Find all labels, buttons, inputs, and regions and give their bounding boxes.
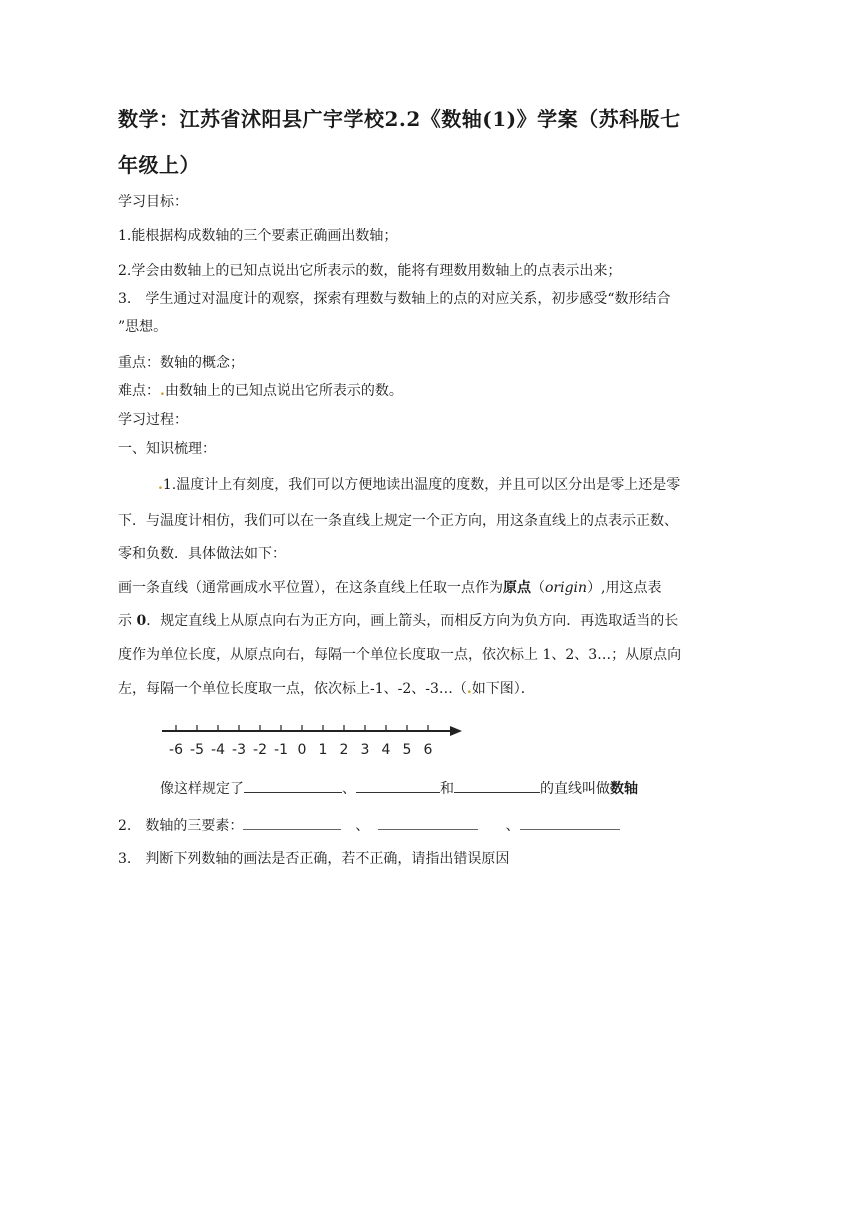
number-line-term: 数轴 [610, 781, 638, 797]
dot-mark: . [466, 681, 472, 697]
dot-mark: . [160, 383, 165, 399]
paragraph-1-line-2: 下．与温度计相仿，我们可以在一条直线上规定一个正方向，用这条直线上的点表示正数、 [118, 513, 678, 529]
tick-label-group [169, 742, 433, 758]
text-run: 2. 数轴的三要素： [118, 818, 244, 834]
paragraph-2-line-4 [118, 679, 535, 699]
tick-label: -6 [169, 742, 183, 758]
tick-label: 6 [423, 742, 433, 758]
answer-blank-1[interactable] [244, 777, 342, 793]
paragraph-1-line-1 [158, 475, 680, 495]
tick-label: 4 [381, 742, 391, 758]
question-3: 3. 判断下列数轴的画法是否正确，若不正确，请指出错误原因 [118, 851, 510, 867]
difficulty-point [118, 381, 403, 401]
tick-label: 5 [402, 742, 412, 758]
element-blank-3[interactable] [520, 815, 620, 830]
objective-3-line-1: 3. 学生通过对温度计的观察，探索有理数与数轴上的点的对应关系，初步感受“数形结合 [118, 291, 671, 307]
dot-mark: . [158, 477, 163, 493]
focus-point: 重点：数轴的概念； [118, 355, 244, 371]
element-blank-1[interactable] [243, 815, 341, 830]
objective-2: 2.学会由数轴上的已知点说出它所表示的数，能将有理数用数轴上的点表示出来； [118, 263, 622, 279]
number-line-figure [158, 716, 468, 764]
title-line-2: 年级上） [118, 153, 200, 177]
text-run: 、 [342, 781, 356, 797]
text-run: 和 [440, 781, 454, 797]
text-run: 、 [341, 818, 370, 834]
tick-label: -2 [253, 742, 267, 758]
answer-blank-3[interactable] [454, 777, 540, 793]
zero-term: 0 [136, 613, 147, 629]
text-run: （ [531, 580, 545, 596]
text-run: 示 [118, 613, 137, 629]
text-run: ．规定直线上从原点向右为正方向，画上箭头，而相反方向为负方向．再选取适当的长 [146, 613, 679, 629]
tick-label: -3 [232, 742, 246, 758]
difficulty-label: 难点： [118, 383, 160, 399]
axis-arrow [450, 726, 462, 736]
element-blank-2[interactable] [378, 815, 478, 830]
question-2 [118, 815, 620, 836]
text-run: 像这样规定了 [160, 781, 244, 797]
objectives-heading: 学习目标： [118, 194, 188, 210]
text-run: 左，每隔一个单位长度取一点，依次标上-1、-2、-3…（ [118, 681, 467, 697]
objective-1: 1.能根据构成数轴的三个要素正确画出数轴； [118, 228, 398, 244]
paragraph-1-text: 1.温度计上有刻度，我们可以方便地读出温度的度数，并且可以区分出是零上还是零 [162, 477, 681, 493]
text-run: ）,用这点表 [587, 580, 662, 596]
tick-label: -4 [211, 742, 225, 758]
paragraph-1-line-3: 零和负数．具体做法如下： [118, 546, 286, 562]
tick-label: 3 [360, 742, 370, 758]
tick-label: 2 [339, 742, 349, 758]
text-run: 、 [491, 818, 520, 834]
text-run: 的直线叫做 [540, 781, 610, 797]
objective-3-line-2: ”思想。 [118, 319, 168, 335]
text-run: 如下图）． [471, 681, 535, 697]
paragraph-2-line-2 [118, 611, 678, 631]
paragraph-2-line-1 [118, 578, 662, 598]
origin-english: origin [545, 580, 588, 596]
section-1-heading: 一、知识梳理： [118, 441, 216, 457]
title-line-1: 数学：江苏省沭阳县广宇学校2.2《数轴(1)》学案（苏科版七 [118, 107, 681, 131]
paragraph-2-line-3: 度作为单位长度，从原点向右，每隔一个单位长度取一点，依次标上 1、2、3…；从原点向 [118, 647, 682, 663]
origin-term: 原点 [503, 580, 531, 596]
process-heading: 学习过程： [118, 412, 188, 428]
tick-label: -1 [274, 742, 288, 758]
fill-blank-line-1 [160, 777, 638, 799]
page-title [118, 96, 738, 188]
difficulty-text: 由数轴上的已知点说出它所表示的数。 [164, 383, 403, 399]
tick-label: -5 [190, 742, 204, 758]
tick-label: 0 [297, 742, 307, 758]
tick-label: 1 [318, 742, 328, 758]
answer-blank-2[interactable] [356, 777, 440, 793]
text-run: 画一条直线（通常画成水平位置），在这条直线上任取一点作为 [118, 580, 503, 596]
